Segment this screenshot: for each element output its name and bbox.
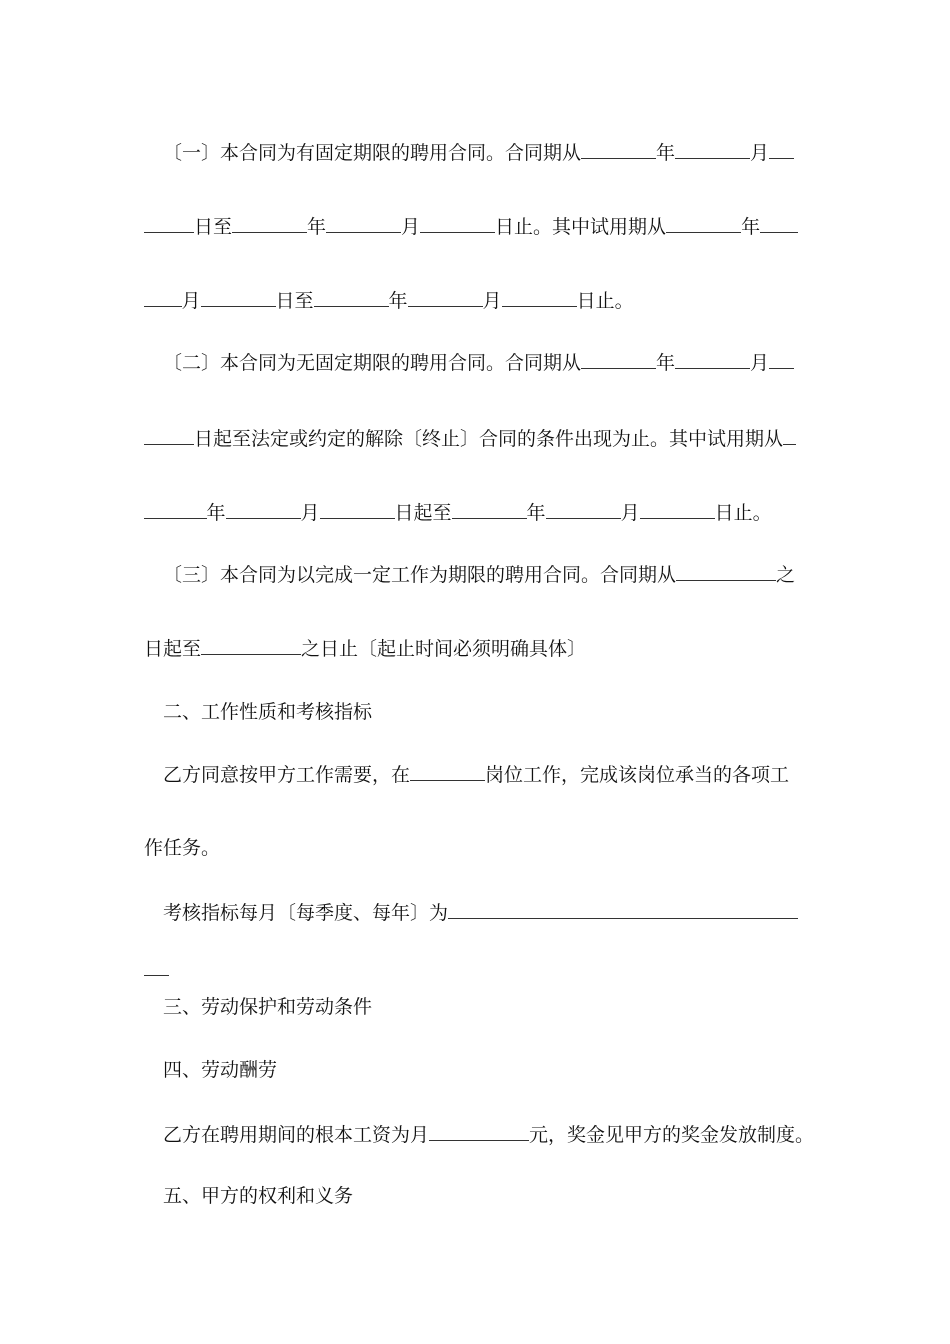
fill-in-blank: [201, 634, 301, 655]
text-segment: 日至: [194, 216, 233, 238]
fill-in-blank: [232, 212, 307, 233]
text-segment: 年: [656, 142, 676, 164]
text-segment: 年: [526, 502, 546, 524]
fill-in-blank: [320, 498, 395, 519]
text-segment: 日止。: [714, 502, 772, 524]
text-segment: 二、工作性质和考核指标: [163, 701, 373, 723]
text-line: [163, 993, 372, 1021]
text-segment: 四、劳动酬劳: [163, 1059, 278, 1081]
text-segment: 元，奖金见甲方的奖金发放制度。: [529, 1124, 815, 1146]
text-line: [163, 698, 372, 726]
text-line: [144, 286, 634, 314]
text-segment: 之日止〔起止时间必须明确具体〕: [301, 638, 587, 660]
text-segment: 日起至法定或约定的解除〔终止〕合同的条件出现为止。其中试用期从: [194, 428, 784, 450]
fill-in-blank: [144, 286, 182, 307]
text-segment: 〔二〕本合同为无固定期限的聘用合同。合同期从: [163, 352, 582, 374]
text-line: [144, 424, 796, 452]
fill-in-blank: [448, 898, 798, 919]
text-line: [144, 498, 772, 526]
text-line: [144, 634, 586, 662]
fill-in-blank: [410, 760, 485, 781]
fill-in-blank: [783, 424, 796, 445]
text-segment: 年: [307, 216, 327, 238]
fill-in-blank: [675, 348, 750, 369]
fill-in-blank: [420, 212, 495, 233]
text-segment: 月: [401, 216, 421, 238]
fill-in-blank: [581, 348, 656, 369]
fill-in-blank: [201, 286, 276, 307]
text-segment: 日止。: [576, 290, 634, 312]
fill-in-blank: [769, 138, 794, 159]
fill-in-blank: [581, 138, 656, 159]
text-segment: 乙方同意按甲方工作需要，在: [163, 764, 411, 786]
text-segment: 〔一〕本合同为有固定期限的聘用合同。合同期从: [163, 142, 582, 164]
fill-in-blank: [666, 212, 741, 233]
text-segment: 月: [750, 352, 770, 374]
text-line: [144, 955, 169, 983]
text-segment: 乙方在聘用期间的根本工资为月: [163, 1124, 430, 1146]
fill-in-blank: [429, 1120, 529, 1141]
text-segment: 年: [741, 216, 761, 238]
text-line: [163, 560, 795, 588]
text-segment: 之: [776, 564, 796, 586]
text-segment: 月: [482, 290, 502, 312]
fill-in-blank: [675, 138, 750, 159]
fill-in-blank: [546, 498, 621, 519]
text-line: [163, 1056, 277, 1084]
text-segment: 日起至: [144, 638, 202, 660]
fill-in-blank: [769, 348, 794, 369]
fill-in-blank: [226, 498, 301, 519]
text-segment: 年: [206, 502, 226, 524]
text-segment: 〔三〕本合同为以完成一定工作为期限的聘用合同。合同期从: [163, 564, 677, 586]
fill-in-blank: [314, 286, 389, 307]
text-line: [163, 138, 794, 166]
text-line: [144, 212, 798, 240]
fill-in-blank: [640, 498, 715, 519]
fill-in-blank: [502, 286, 577, 307]
text-line: [163, 898, 798, 926]
fill-in-blank: [452, 498, 527, 519]
text-segment: 月: [300, 502, 320, 524]
fill-in-blank: [144, 212, 194, 233]
fill-in-blank: [326, 212, 401, 233]
text-segment: 年: [388, 290, 408, 312]
text-line: [163, 348, 794, 376]
text-segment: 月: [620, 502, 640, 524]
fill-in-blank: [408, 286, 483, 307]
text-segment: 日起至: [394, 502, 452, 524]
fill-in-blank: [760, 212, 798, 233]
text-segment: 年: [656, 352, 676, 374]
text-line: [163, 760, 789, 788]
text-line: [163, 1182, 353, 1210]
fill-in-blank: [144, 424, 194, 445]
fill-in-blank: [144, 955, 169, 976]
text-segment: 作任务。: [144, 837, 221, 859]
text-segment: 三、劳动保护和劳动条件: [163, 996, 373, 1018]
text-segment: 五、甲方的权利和义务: [163, 1185, 354, 1207]
text-segment: 月: [750, 142, 770, 164]
fill-in-blank: [676, 560, 776, 581]
text-segment: 日止。其中试用期从: [495, 216, 667, 238]
text-line: [144, 834, 220, 862]
text-line: [163, 1120, 814, 1148]
text-segment: 月: [181, 290, 201, 312]
fill-in-blank: [144, 498, 207, 519]
text-segment: 考核指标每月〔每季度、每年〕为: [163, 902, 449, 924]
text-segment: 日至: [275, 290, 314, 312]
text-segment: 岗位工作，完成该岗位承当的各项工: [485, 764, 790, 786]
